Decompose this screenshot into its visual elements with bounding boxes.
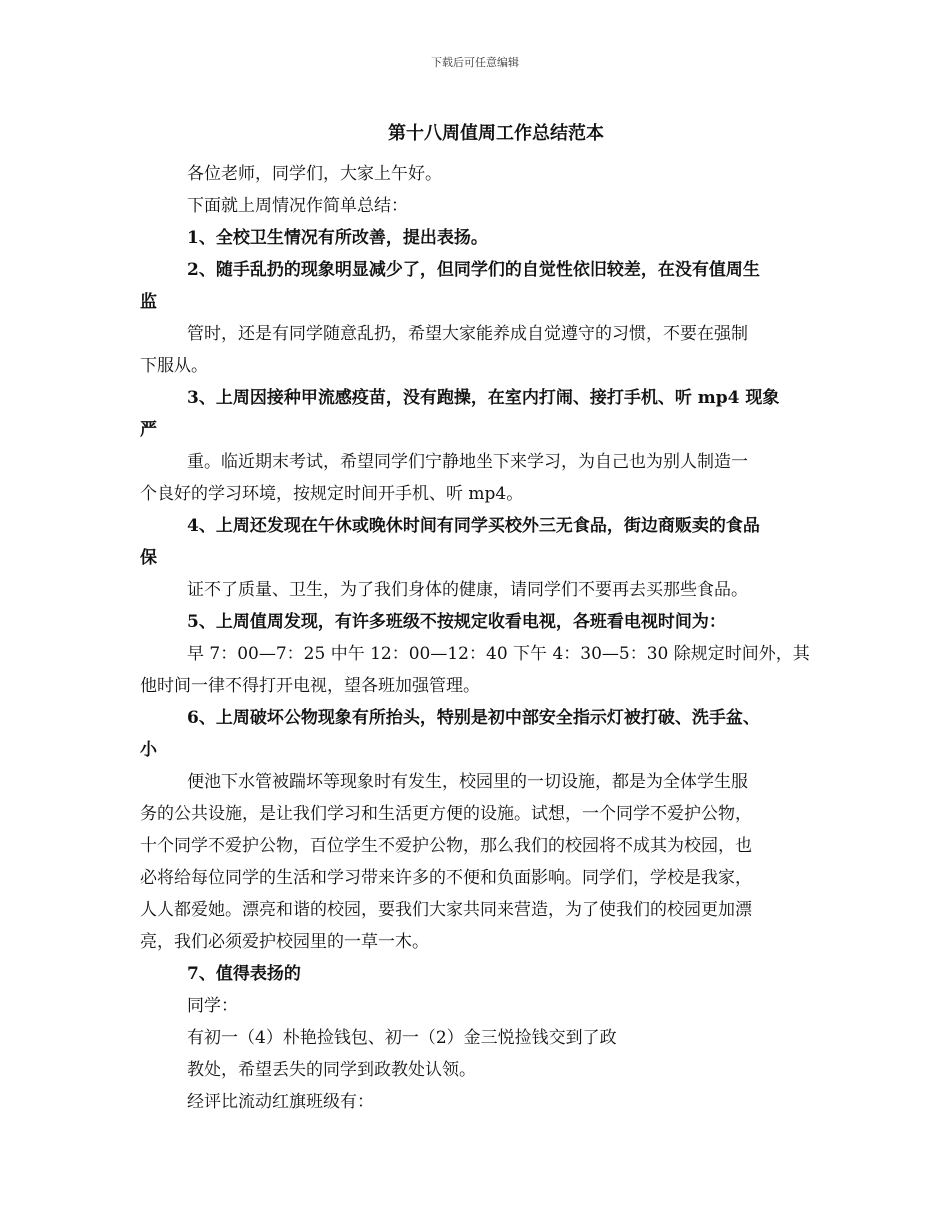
text-line: 亮，我们必须爱护校园里的一草一木。 <box>140 932 429 952</box>
text-line: 个良好的学习环境，按规定时间开手机、听 mp4。 <box>140 484 524 504</box>
text-line: 监 <box>140 292 157 312</box>
text-line: 必将给每位同学的生活和学习带来许多的不便和负面影响。同学们，学校是我家， <box>140 868 752 888</box>
text-line: 经评比流动红旗班级有： <box>187 1092 374 1112</box>
text-line: 同学： <box>187 996 238 1016</box>
text-line: 十个同学不爱护公物，百位学生不爱护公物，那么我们的校园将不成其为校园，也 <box>140 836 752 856</box>
text-line: 各位老师，同学们，大家上午好。 <box>187 164 442 184</box>
text-line: 人人都爱她。漂亮和谐的校园，要我们大家共同来营造，为了使我们的校园更加漂 <box>140 900 752 920</box>
text-line: 务的公共设施，是让我们学习和生活更方便的设施。试想，一个同学不爱护公物， <box>140 804 752 824</box>
text-line: 小 <box>140 740 157 760</box>
text-line: 下服从。 <box>140 356 208 376</box>
text-line: 6、上周破坏公物现象有所抬头，特别是初中部安全指示灯被打破、洗手盆、 <box>187 708 760 728</box>
text-line: 3、上周因接种甲流感疫苗，没有跑操，在室内打闹、接打手机、听 mp4 现象 <box>187 388 780 408</box>
text-line: 证不了质量、卫生，为了我们身体的健康，请同学们不要再去买那些食品。 <box>187 580 748 600</box>
text-line: 便池下水管被踹坏等现象时有发生，校园里的一切设施，都是为全体学生服 <box>187 772 748 792</box>
text-line: 保 <box>140 548 157 568</box>
document-body <box>140 118 812 1118</box>
text-line: 7、值得表扬的 <box>187 964 301 984</box>
text-line: 教处，希望丢失的同学到政教处认领。 <box>187 1060 476 1080</box>
text-line: 4、上周还发现在午休或晚休时间有同学买校外三无食品，街边商贩卖的食品 <box>187 516 760 536</box>
paragraph-lines <box>140 158 812 1118</box>
page-header-note: 下载后可任意编辑 <box>431 56 519 69</box>
document-title: 第十八周值周工作总结范本 <box>388 123 604 144</box>
text-line: 有初一（4）朴艳捡钱包、初一（2）金三悦捡钱交到了政 <box>187 1028 617 1048</box>
text-line: 1、全校卫生情况有所改善，提出表扬。 <box>187 228 488 248</box>
text-line: 管时，还是有同学随意乱扔，希望大家能养成自觉遵守的习惯，不要在强制 <box>187 324 748 344</box>
text-line: 下面就上周情况作简单总结： <box>187 196 408 216</box>
text-line: 他时间一律不得打开电视，望各班加强管理。 <box>140 676 480 696</box>
text-line: 严 <box>140 420 157 440</box>
text-line: 早 7：00—7：25 中午 12：00—12：40 下午 4：30—5：30 除规定时间外，其 <box>187 644 810 664</box>
text-line: 重。临近期末考试，希望同学们宁静地坐下来学习，为自己也为别人制造一 <box>187 452 748 472</box>
text-line: 2、随手乱扔的现象明显减少了，但同学们的自觉性依旧较差，在没有值周生 <box>187 260 760 280</box>
text-line: 5、上周值周发现，有许多班级不按规定收看电视，各班看电视时间为： <box>187 612 726 632</box>
